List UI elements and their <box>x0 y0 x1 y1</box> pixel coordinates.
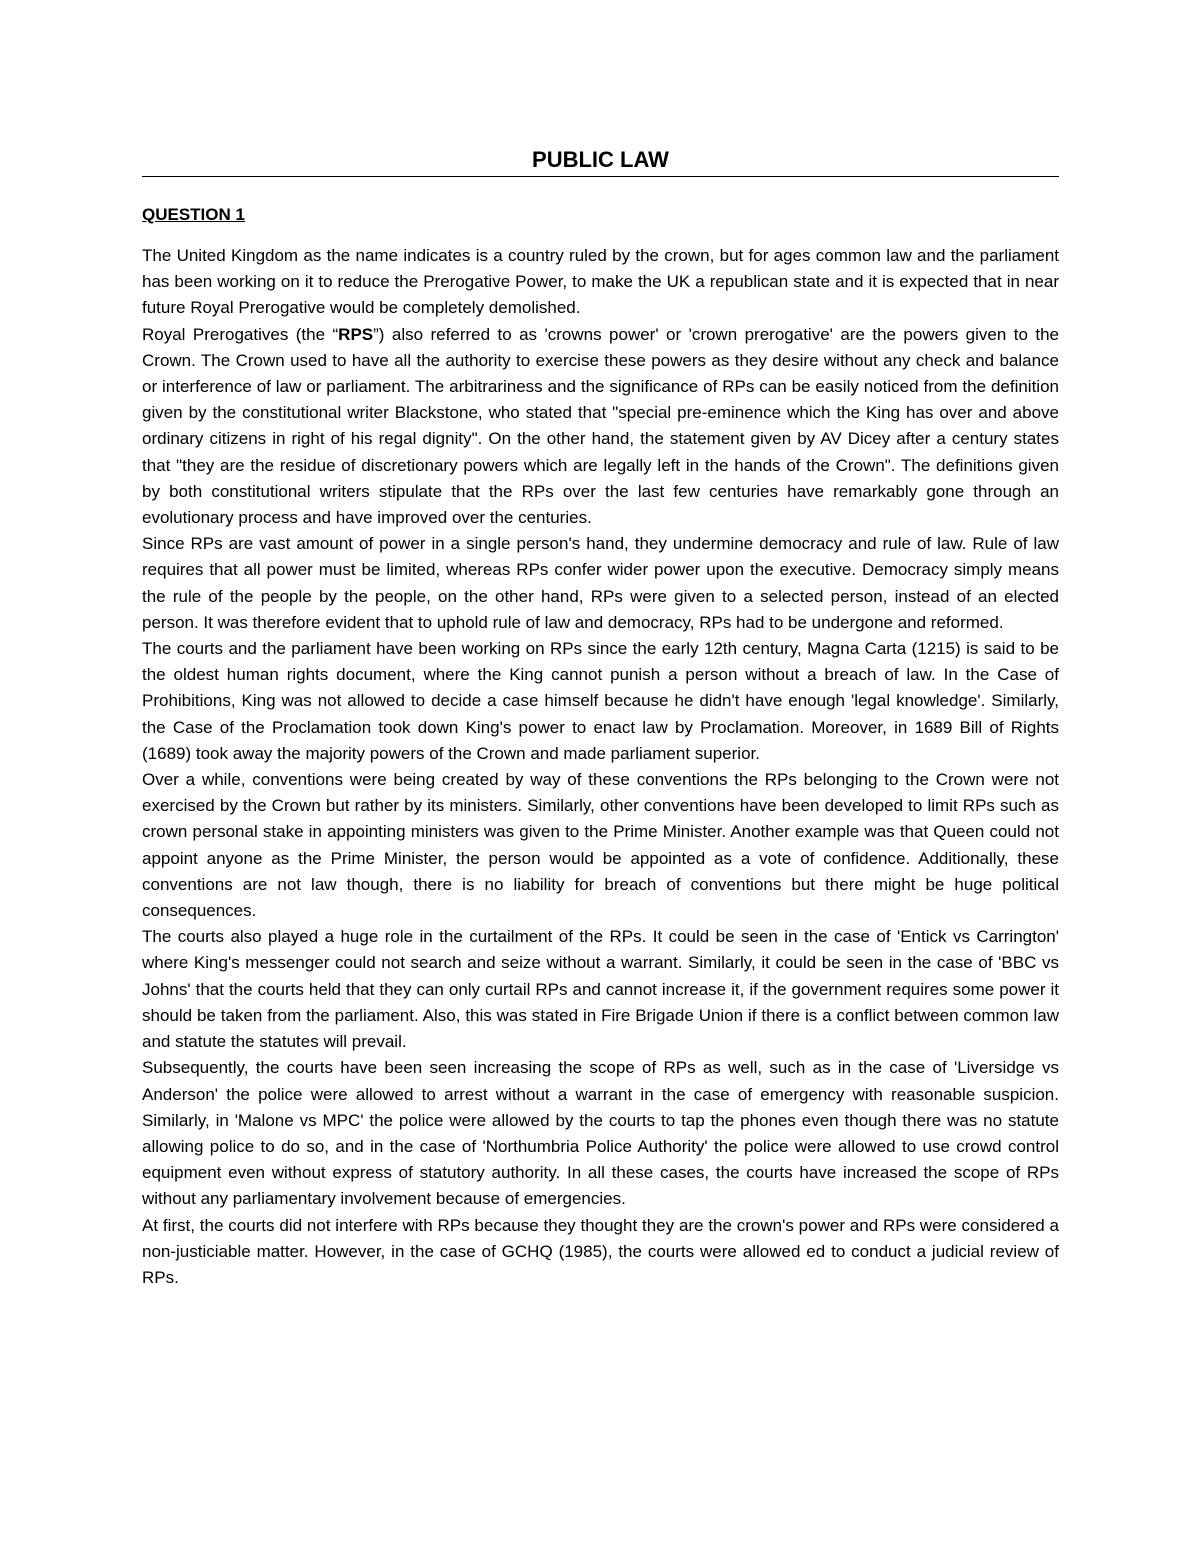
paragraph-intro <box>142 243 1059 322</box>
paragraph-text: The courts also played a huge role in the curtailment of the RPs. It could be seen in the case of 'Entick vs Carrington' where King's messenger could not search and seize without a warrant. Similarly, it could be seen in the case of 'BBC vs Johns' that the courts held that they can only curtail RPs and cannot increase it, if the government requires some power it should be taken from the parliament. Also, this was stated in Fire Brigade Union if there is a conflict between common law and statute the statutes will prevail. <box>142 927 1059 1052</box>
paragraph-text: Royal Prerogatives (the “ <box>142 324 339 344</box>
rps-abbreviation: RPS <box>338 324 374 344</box>
paragraph-text: Since RPs are vast amount of power in a single person's hand, they undermine democracy and rule of law. Rule of law requires that all power must be limited, whereas RPs confer wider power upon the executive. Democracy simply means the rule of the people by the people, on the other hand, RPs were given to a selected person, instead of an elected person. It was therefore evident that to uphold rule of law and democracy, RPs had to be undergone and reformed. <box>142 534 1059 632</box>
paragraph-text: The United Kingdom as the name indicates is a country ruled by the crown, but for ages common law and the parliament has been working on it to reduce the Prerogative Power, to make the UK a republican state and it is expected that in near future Royal Prerogative would be completely demolished. <box>142 246 1059 318</box>
paragraph-judicial-review <box>142 1213 1059 1292</box>
paragraph-courts-scope <box>142 1055 1059 1212</box>
paragraph-royal-prerogatives <box>142 322 1059 532</box>
paragraph-conventions <box>142 767 1059 924</box>
paragraph-text: Subsequently, the courts have been seen increasing the scope of RPs as well, such as in the case of 'Liversidge vs Anderson' the police were allowed to arrest without a warrant in the case of emergency with reasonable suspicion. Similarly, in 'Malone vs MPC' the police were allowed by the courts to tap the phones even though there was no statute allowing police to do so, and in the case of 'Northumbria Police Authority' the police were allowed to use crowd control equipment even without express of statutory authority. In all these cases, the courts have increased the scope of RPs without any parliamentary involvement because of emergencies. <box>142 1058 1059 1209</box>
paragraph-text: At first, the courts did not interfere with RPs because they thought they are the crown's power and RPs were considered a non-justiciable matter. However, in the case of GCHQ (1985), the courts were allowed ed to conduct a judicial review of RPs. <box>142 1215 1059 1287</box>
paragraph-text: ”) also referred to as 'crowns power' or 'crown prerogative' are the powers given to the Crown. The Crown used to have all the authority to exercise these powers as they desire without any check and balance or interference of law or parliament. The arbitrariness and the significance of RPs can be easily noticed from the definition given by the constitutional writer Blackstone, who stated that "special pre-eminence which the King has over and above ordinary citizens in right of his regal dignity". On the other hand, the statement given by AV Dicey after a century states that "they are the residue of discretionary powers which are legally left in the hands of the Crown". The definitions given by both constitutional writers stipulate that the RPs over the last few centuries have remarkably gone through an evolutionary process and have improved over the centuries. <box>142 324 1059 528</box>
document-page <box>142 146 1059 1291</box>
paragraph-democracy <box>142 531 1059 636</box>
paragraph-courts-curtailment <box>142 924 1059 1055</box>
document-title: PUBLIC LAW <box>142 146 1059 177</box>
paragraph-text: Over a while, conventions were being created by way of these conventions the RPs belonging to the Crown were not exercised by the Crown but rather by its ministers. Similarly, other conventions have been developed to limit RPs such as crown personal stake in appointing ministers was given to the Prime Minister. Another example was that Queen could not appoint anyone as the Prime Minister, the person would be appointed as a vote of confidence. Additionally, these conventions are not law though, there is no liability for breach of conventions but there might be huge political consequences. <box>142 770 1059 921</box>
question-heading: QUESTION 1 <box>142 205 245 224</box>
paragraph-history <box>142 636 1059 767</box>
document-body <box>142 243 1059 1291</box>
paragraph-text: The courts and the parliament have been working on RPs since the early 12th century, Magna Carta (1215) is said to be the oldest human rights document, where the King cannot punish a person without a breach of law. In the Case of Prohibitions, King was not allowed to decide a case himself because he didn't have enough 'legal knowledge'. Similarly, the Case of the Proclamation took down King's power to enact law by Proclamation. Moreover, in 1689 Bill of Rights (1689) took away the majority powers of the Crown and made parliament superior. <box>142 639 1059 763</box>
